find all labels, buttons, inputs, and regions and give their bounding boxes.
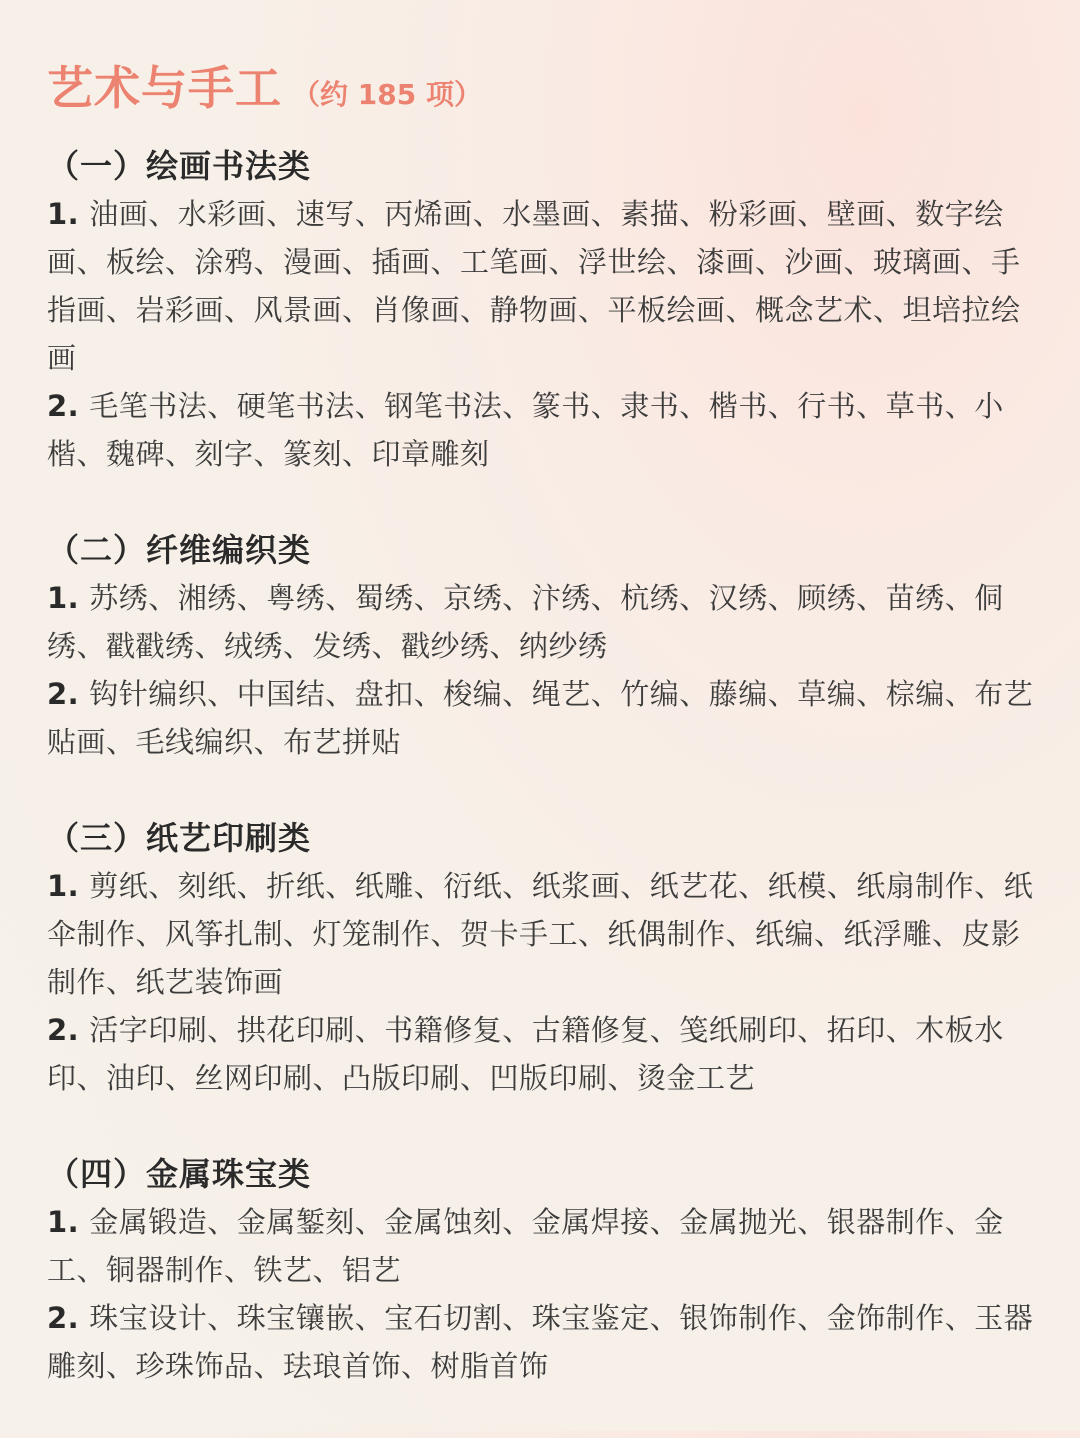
item-number: 2. — [47, 677, 80, 711]
list-item — [47, 1198, 1037, 1294]
item-number: 1. — [47, 1205, 80, 1239]
item-number: 1. — [47, 869, 80, 903]
section-heading: （四）金属珠宝类 — [47, 1155, 312, 1193]
item-number: 2. — [47, 1013, 80, 1047]
item-text: 油画、水彩画、速写、丙烯画、水墨画、素描、粉彩画、壁画、数字绘画、板绘、涂鸦、漫画、插画、工笔画、浮世绘、漆画、沙画、玻璃画、手指画、岩彩画、风景画、肖像画、静物画、平板绘画、概念艺术、坦培拉绘画 — [47, 197, 1021, 375]
list-item — [47, 1006, 1037, 1102]
title-row — [47, 52, 1037, 122]
section-paper-printing — [47, 814, 1037, 1102]
item-text: 钩针编织、中国结、盘扣、梭编、绳艺、竹编、藤编、草编、棕编、布艺贴画、毛线编织、布艺拼贴 — [47, 677, 1034, 759]
section-metal-jewelry — [47, 1150, 1037, 1390]
list-item — [47, 190, 1037, 382]
item-count-note: （约 185 项） — [292, 78, 482, 111]
item-number: 2. — [47, 389, 80, 423]
item-text: 苏绣、湘绣、粤绣、蜀绣、京绣、汴绣、杭绣、汉绣、顾绣、苗绣、侗绣、戳戳绣、绒绣、发绣、戳纱绣、纳纱绣 — [47, 581, 1004, 663]
item-text: 活字印刷、拱花印刷、书籍修复、古籍修复、笺纸刷印、拓印、木板水印、油印、丝网印刷、凸版印刷、凹版印刷、烫金工艺 — [47, 1013, 1004, 1095]
item-text: 毛笔书法、硬笔书法、钢笔书法、篆书、隶书、楷书、行书、草书、小楷、魏碑、刻字、篆刻、印章雕刻 — [47, 389, 1004, 471]
item-number: 1. — [47, 197, 80, 231]
list-item — [47, 574, 1037, 670]
section-heading: （一）绘画书法类 — [47, 147, 312, 185]
item-text: 珠宝设计、珠宝镶嵌、宝石切割、珠宝鉴定、银饰制作、金饰制作、玉器雕刻、珍珠饰品、珐琅首饰、树脂首饰 — [47, 1301, 1034, 1383]
item-text: 剪纸、刻纸、折纸、纸雕、衍纸、纸浆画、纸艺花、纸模、纸扇制作、纸伞制作、风筝扎制、灯笼制作、贺卡手工、纸偶制作、纸编、纸浮雕、皮影制作、纸艺装饰画 — [47, 869, 1034, 999]
section-heading: （二）纤维编织类 — [47, 531, 312, 569]
section-fiber-weaving — [47, 526, 1037, 766]
list-item — [47, 382, 1037, 478]
list-item — [47, 1294, 1037, 1390]
section-painting-calligraphy — [47, 142, 1037, 478]
list-item — [47, 862, 1037, 1006]
item-text: 金属锻造、金属錾刻、金属蚀刻、金属焊接、金属抛光、银器制作、金工、铜器制作、铁艺、铝艺 — [47, 1205, 1004, 1287]
section-heading: （三）纸艺印刷类 — [47, 819, 312, 857]
item-number: 2. — [47, 1301, 80, 1335]
list-item — [47, 670, 1037, 766]
item-number: 1. — [47, 581, 80, 615]
document-page — [47, 52, 1037, 1438]
page-title: 艺术与手工 — [47, 61, 282, 115]
